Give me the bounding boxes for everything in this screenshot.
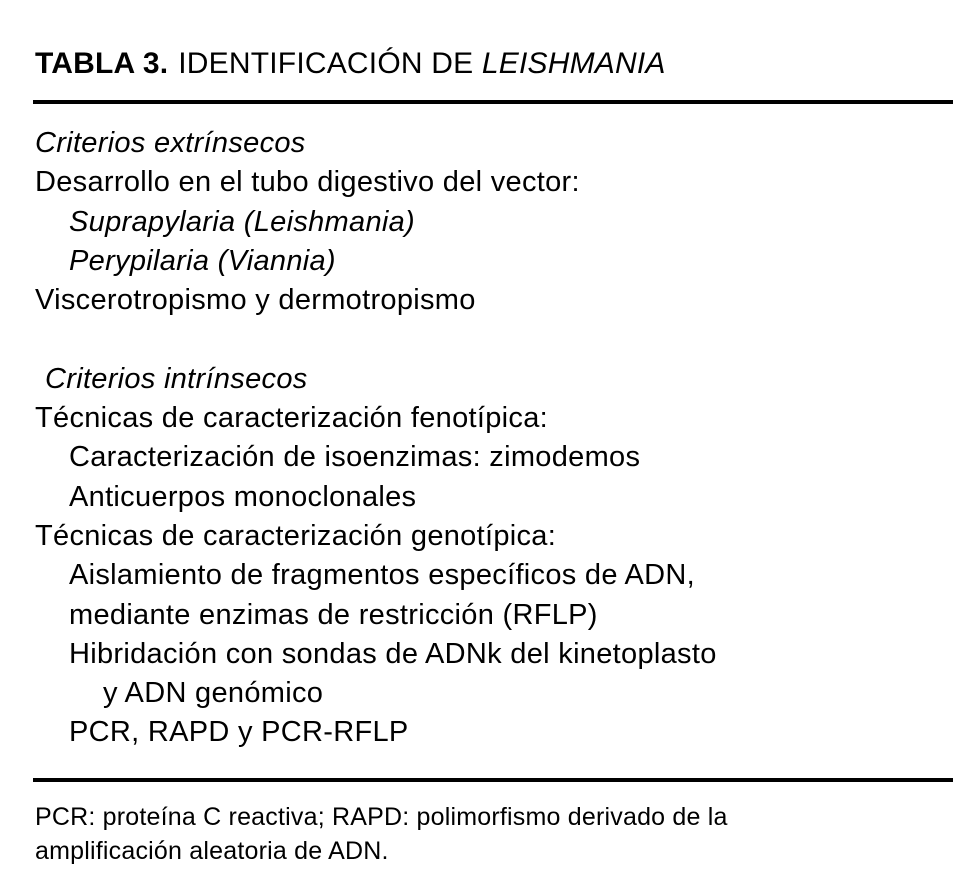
table-title-main: IDENTIFICACIÓN DE <box>178 47 474 80</box>
list-item: Viscerotropismo y dermotropismo <box>35 284 476 317</box>
list-item: Técnicas de caracterización genotípica: <box>35 519 557 552</box>
list-item: Desarrollo en el tubo digestivo del vector: <box>35 166 580 199</box>
list-subitem-continuation: y ADN genómico <box>103 677 324 710</box>
list-subitem: Perypilaria (Viannia) <box>69 244 336 277</box>
list-subitem: Hibridación con sondas de ADNk del kinetoplasto <box>69 637 717 670</box>
bottom-rule <box>33 778 953 782</box>
table-title-italic: LEISHMANIA <box>481 47 666 80</box>
footnote-line: PCR: proteína C reactiva; RAPD: polimorfismo derivado de la <box>35 803 728 831</box>
table-body <box>35 124 717 753</box>
table-label: TABLA 3. <box>35 47 169 80</box>
list-subitem: Anticuerpos monoclonales <box>69 480 417 513</box>
list-subitem: PCR, RAPD y PCR-RFLP <box>69 716 409 749</box>
footnote-line: amplificación aleatoria de ADN. <box>35 837 389 865</box>
table-title <box>35 44 666 84</box>
list-subitem: Aislamiento de fragmentos específicos de ADN, <box>69 559 696 592</box>
list-item: Técnicas de caracterización fenotípica: <box>35 402 549 435</box>
section-heading-extrinsic: Criterios extrínsecos <box>35 127 306 159</box>
section-heading-intrinsic: Criterios intrínsecos <box>45 362 308 395</box>
top-rule <box>33 100 953 104</box>
table-footnote <box>35 800 955 868</box>
list-subitem-continuation: mediante enzimas de restricción (RFLP) <box>69 598 598 631</box>
list-subitem: Suprapylaria (Leishmania) <box>69 205 415 238</box>
blank-line <box>35 320 717 359</box>
list-subitem: Caracterización de isoenzimas: zimodemos <box>69 441 641 474</box>
